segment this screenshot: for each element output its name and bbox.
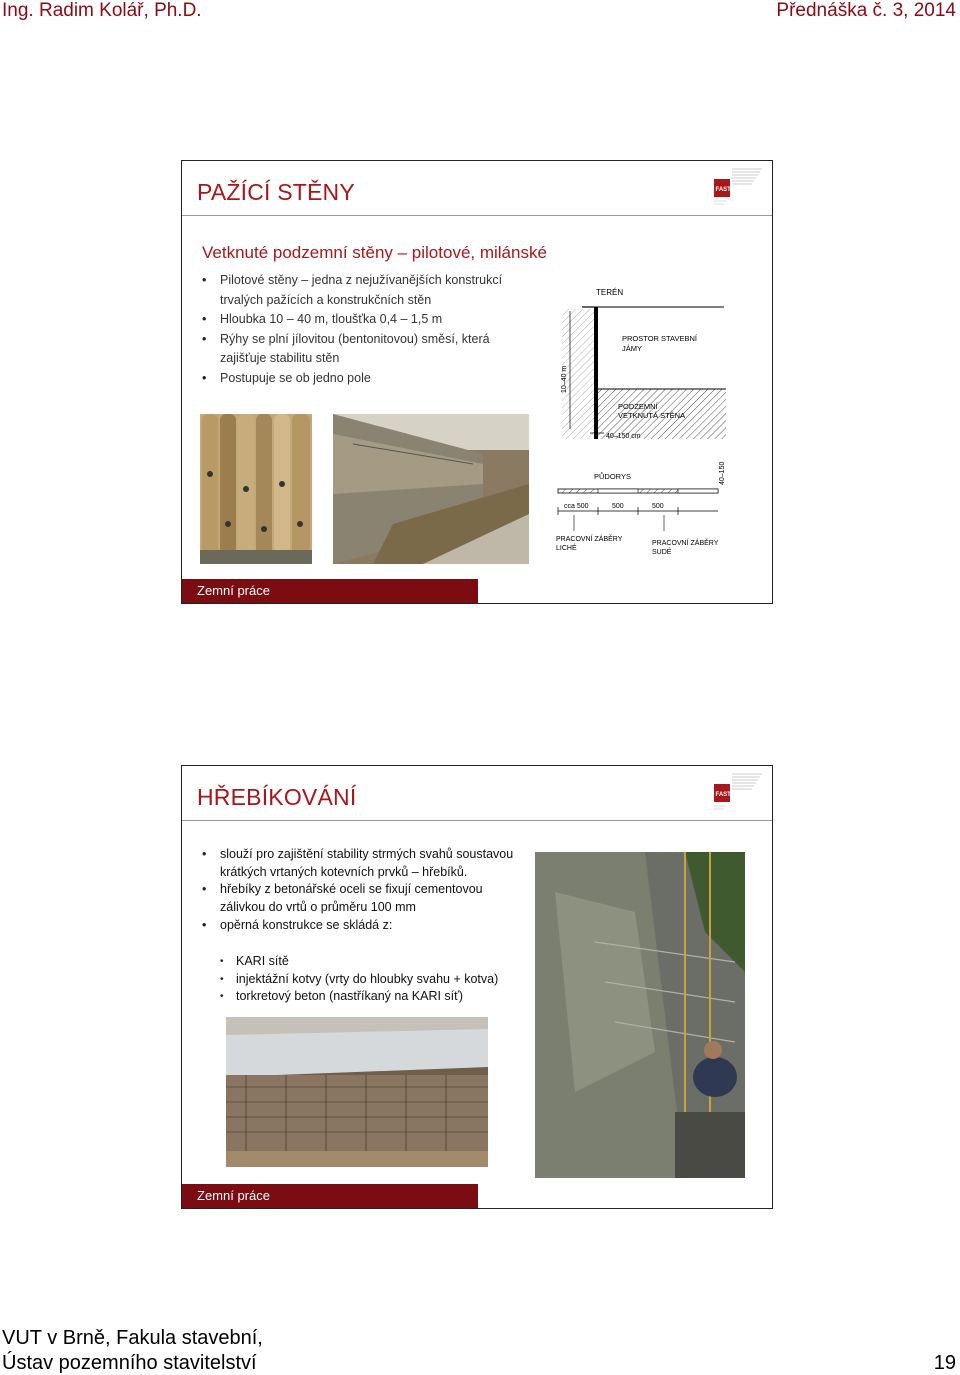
fast-logo bbox=[712, 165, 764, 209]
slide-pazici-steny bbox=[181, 160, 773, 604]
fast-logo bbox=[712, 770, 764, 814]
label-prostor: PROSTOR STAVEBNÍ bbox=[622, 334, 698, 343]
bullet-list bbox=[202, 846, 522, 935]
bullet-list bbox=[202, 271, 532, 388]
title-divider bbox=[182, 215, 772, 216]
label-podzemni: PODZEMNÍ bbox=[618, 402, 658, 411]
slide-title: HŘEBÍKOVÁNÍ bbox=[197, 784, 357, 810]
page-footer-line1: VUT v Brně, Fakula stavební, bbox=[2, 1327, 263, 1349]
list-item: • Pilotové stěny – jedna z nejužívanějších konstrukcí trvalých pažících a konstrukčních stěn bbox=[202, 271, 532, 310]
svg-text:FAST: FAST bbox=[715, 792, 731, 798]
page-number: 19 bbox=[933, 1352, 956, 1374]
title-divider bbox=[182, 820, 772, 821]
label-zabery-sude-1: PRACOVNÍ ZÁBĚRY bbox=[652, 540, 719, 547]
page-footer-line2: Ústav pozemního stavitelství bbox=[2, 1352, 257, 1374]
slide-title: PAŽÍCÍ STĚNY bbox=[197, 179, 355, 205]
slide-footer bbox=[182, 579, 478, 603]
label-dim-1: cca 500 bbox=[564, 503, 589, 510]
soil-nailing-photo bbox=[535, 852, 745, 1178]
label-pudorys: PŮDORYS bbox=[594, 472, 631, 481]
list-item: • slouží pro zajištění stability strmých svahů soustavou krátkých vrtaných kotevních prvků – hřebíků. bbox=[202, 846, 522, 881]
list-item: • opěrná konstrukce se skládá z: bbox=[202, 917, 522, 935]
excavation-photo bbox=[333, 414, 529, 564]
label-zabery-liche-2: LICHÉ bbox=[556, 545, 577, 552]
page-header-lecture: Přednáška č. 3, 2014 bbox=[776, 0, 956, 21]
slide-subtitle: Vetknuté podzemní stěny – pilotové, milánské bbox=[202, 243, 547, 262]
label-depth: 10–40 m bbox=[561, 365, 568, 393]
label-jamy: JÁMY bbox=[622, 344, 643, 353]
sub-list-item: • KARI sítě bbox=[202, 953, 532, 971]
list-item: • hřebíky z betonářské oceli se fixují cementovou zálivkou do vrtů o průměru 100 mm bbox=[202, 881, 522, 916]
label-dim-2: 500 bbox=[612, 503, 624, 510]
label-dim-side: 40–150 bbox=[719, 461, 726, 485]
label-teren: TERÉN bbox=[596, 288, 624, 297]
kari-mesh-photo bbox=[226, 1017, 488, 1167]
label-zabery-sude-2: SUDÉ bbox=[652, 549, 672, 556]
plan-diagram bbox=[554, 451, 734, 569]
svg-text:FAST: FAST bbox=[715, 187, 731, 193]
sub-list-item: • injektážní kotvy (vrty do hloubky svahu + kotva) bbox=[202, 971, 532, 989]
sub-list-item: • torkretový beton (nastříkaný na KARI síť) bbox=[202, 988, 532, 1006]
label-vetknuta: VETKNUTÁ STĚNA bbox=[618, 411, 686, 420]
label-dim-3: 500 bbox=[652, 503, 664, 510]
footer-label: Zemní práce bbox=[197, 583, 270, 598]
pile-wall-photo bbox=[200, 414, 312, 564]
page-header-author: Ing. Radim Kolář, Ph.D. bbox=[2, 0, 202, 21]
label-zabery-liche-1: PRACOVNÍ ZÁBĚRY bbox=[556, 536, 623, 543]
slide-hrebikovani bbox=[181, 765, 773, 1209]
label-width: 40–150 cm bbox=[606, 433, 641, 440]
list-item: • Postupuje se ob jedno pole bbox=[202, 369, 532, 389]
footer-label: Zemní práce bbox=[197, 1188, 270, 1203]
slide-footer bbox=[182, 1184, 478, 1208]
list-item: • Rýhy se plní jílovitou (bentonitovou) směsí, která zajišťuje stabilitu stěn bbox=[202, 330, 532, 369]
sub-bullet-list bbox=[202, 953, 532, 1006]
list-item: • Hloubka 10 – 40 m, tloušťka 0,4 – 1,5 m bbox=[202, 310, 532, 330]
wall-section-diagram bbox=[554, 281, 734, 443]
